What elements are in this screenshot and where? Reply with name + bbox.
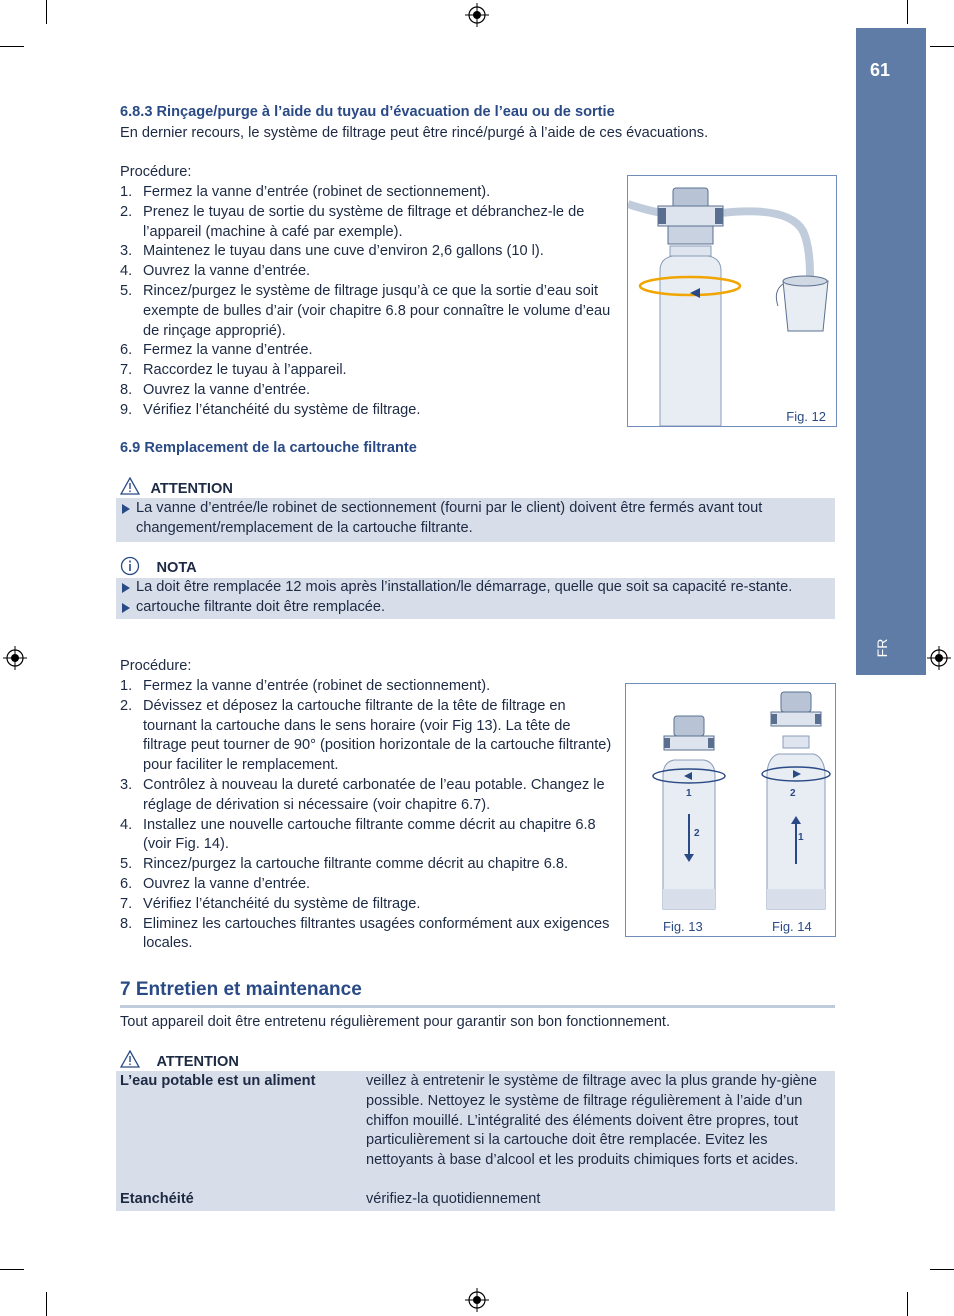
fig13-label-2: 2	[694, 828, 700, 839]
list-item: 2. Prenez le tuyau de sortie du système de filtrage et débranchez-le de l’appareil (machine à café par exemple).	[120, 203, 585, 240]
list-item: 9. Vérifiez l’étanchéité du système de filtrage.	[120, 401, 421, 418]
bullet-triangle-icon	[122, 603, 130, 613]
cartridge-replacement-illustration	[626, 684, 835, 936]
figure-12	[627, 175, 837, 427]
list-item: cartouche filtrante doit être remplacée.	[120, 598, 835, 618]
list-item: 7. Raccordez le tuyau à l’appareil.	[120, 362, 347, 379]
fig14-label-2: 2	[790, 788, 796, 799]
bullet-triangle-icon	[122, 583, 130, 593]
page-number: 61	[869, 60, 891, 80]
section-intro-683: En dernier recours, le système de filtrage peut être rincé/purgé à l’aide de ces évacuations.	[120, 125, 709, 141]
list-item: 1. Fermez la vanne d’entrée (robinet de sectionnement).	[120, 184, 491, 200]
language-label: FR	[874, 638, 890, 658]
procedure-label: Procédure:	[120, 164, 192, 180]
table-row-text: veillez à entretenir le système de filtrage avec la plus grande hy-giène possible. Nettoyez le système de filtrage régulièrement à l’aide d’un chiffon mouillé. L’intégralité des éléments doivent être propres, tout particulièrement si la cartouche doit être remplacée. Evitez les nettoyants à base d’alcool et les produits chimiques forts et acides.	[366, 1073, 818, 1169]
list-item: 4. Installez une nouvelle cartouche filtrante comme décrit au chapitre 6.8 (voir Fig. 14).	[120, 816, 596, 853]
info-icon	[120, 556, 140, 576]
nota-label: NOTA	[156, 560, 197, 576]
figure-caption: Fig. 12	[786, 409, 826, 424]
fig14-label-1: 1	[798, 832, 804, 843]
registration-mark-top	[465, 3, 489, 27]
list-item: 5. Rincez/purgez la cartouche filtrante comme décrit au chapitre 6.8.	[120, 856, 569, 873]
attention-header	[120, 477, 233, 497]
list-item: 1. Fermez la vanne d’entrée (robinet de sectionnement).	[120, 678, 491, 694]
section-heading-683: 6.8.3 Rinçage/purge à l’aide du tuyau d’évacuation de l’eau ou de sortie	[120, 104, 615, 120]
chapter-heading-wrapper	[120, 979, 835, 1008]
list-item: 8. Eliminez les cartouches filtrantes usagées conformément aux exigences locales.	[120, 915, 610, 952]
attention-label: ATTENTION	[156, 1054, 239, 1070]
table-row-label: L’eau potable est un aliment	[120, 1073, 316, 1089]
fig13-label-1: 1	[686, 788, 692, 799]
chapter-heading: 7 Entretien et maintenance	[120, 979, 362, 1000]
attention-box	[116, 498, 835, 542]
section-heading-69: 6.9 Remplacement de la cartouche filtrante	[120, 440, 417, 456]
warning-icon	[120, 1050, 140, 1068]
warning-icon	[120, 477, 140, 495]
bullet-triangle-icon	[122, 504, 130, 514]
attention-header	[120, 1050, 239, 1070]
figure-13-14	[625, 683, 836, 937]
nota-box	[116, 578, 835, 619]
list-item: 5. Rincez/purgez le système de filtrage jusqu’à ce que la sortie d’eau soit exempte de bulles d’air (voir chapitre 6.8 pour connaître le volume d’eau de rinçage approprié).	[120, 282, 611, 339]
list-item: La doit être remplacée 12 mois après l’installation/le démarrage, quelle que soit sa capacité re-stante.	[120, 578, 835, 598]
list-item: 6. Fermez la vanne d’entrée.	[120, 342, 313, 359]
procedure-list-683	[120, 183, 618, 421]
list-item: 3. Maintenez le tuyau dans une cuve d’environ 2,6 gallons (10 l).	[120, 243, 544, 260]
table-row-text: vérifiez-la quotidiennement	[366, 1191, 541, 1207]
nota-header	[120, 556, 197, 576]
list-item: 2. Dévissez et déposez la cartouche filtrante de la tête de filtrage en tournant la cartouche dans le sens horaire (voir Fig 13). La tête de filtrage peut tourner de 90° (position horizontale de la cartouche filtrante) pour faciliter le remplacement.	[120, 697, 612, 774]
procedure-list-69	[120, 677, 616, 954]
list-item: La vanne d’entrée/le robinet de sectionnement (fourni par le client) doivent être fermés avant tout changement/remplacement de la cartouche filtrante.	[120, 499, 835, 539]
list-item: 7. Vérifiez l’étanchéité du système de filtrage.	[120, 895, 421, 912]
filter-rinse-illustration	[628, 176, 836, 426]
registration-mark-right	[927, 646, 951, 670]
chapter-intro: Tout appareil doit être entretenu régulièrement pour garantir son bon fonctionnement.	[120, 1014, 671, 1030]
figure-caption: Fig. 14	[772, 919, 812, 934]
list-item: 4. Ouvrez la vanne d’entrée.	[120, 263, 311, 280]
procedure-label: Procédure:	[120, 658, 192, 674]
registration-mark-bottom	[465, 1288, 489, 1312]
table-row-label: Etanchéité	[120, 1191, 194, 1207]
list-item: 8. Ouvrez la vanne d’entrée.	[120, 381, 311, 398]
list-item: 6. Ouvrez la vanne d’entrée.	[120, 875, 311, 892]
attention-label: ATTENTION	[150, 481, 233, 497]
figure-caption: Fig. 13	[663, 919, 703, 934]
list-item: 3. Contrôlez à nouveau la dureté carbonatée de l’eau potable. Changez le réglage de dérivation si nécessaire (voir chapitre 6.7).	[120, 776, 605, 813]
registration-mark-left	[3, 646, 27, 670]
side-tab	[856, 28, 926, 675]
maintenance-table	[116, 1071, 835, 1211]
